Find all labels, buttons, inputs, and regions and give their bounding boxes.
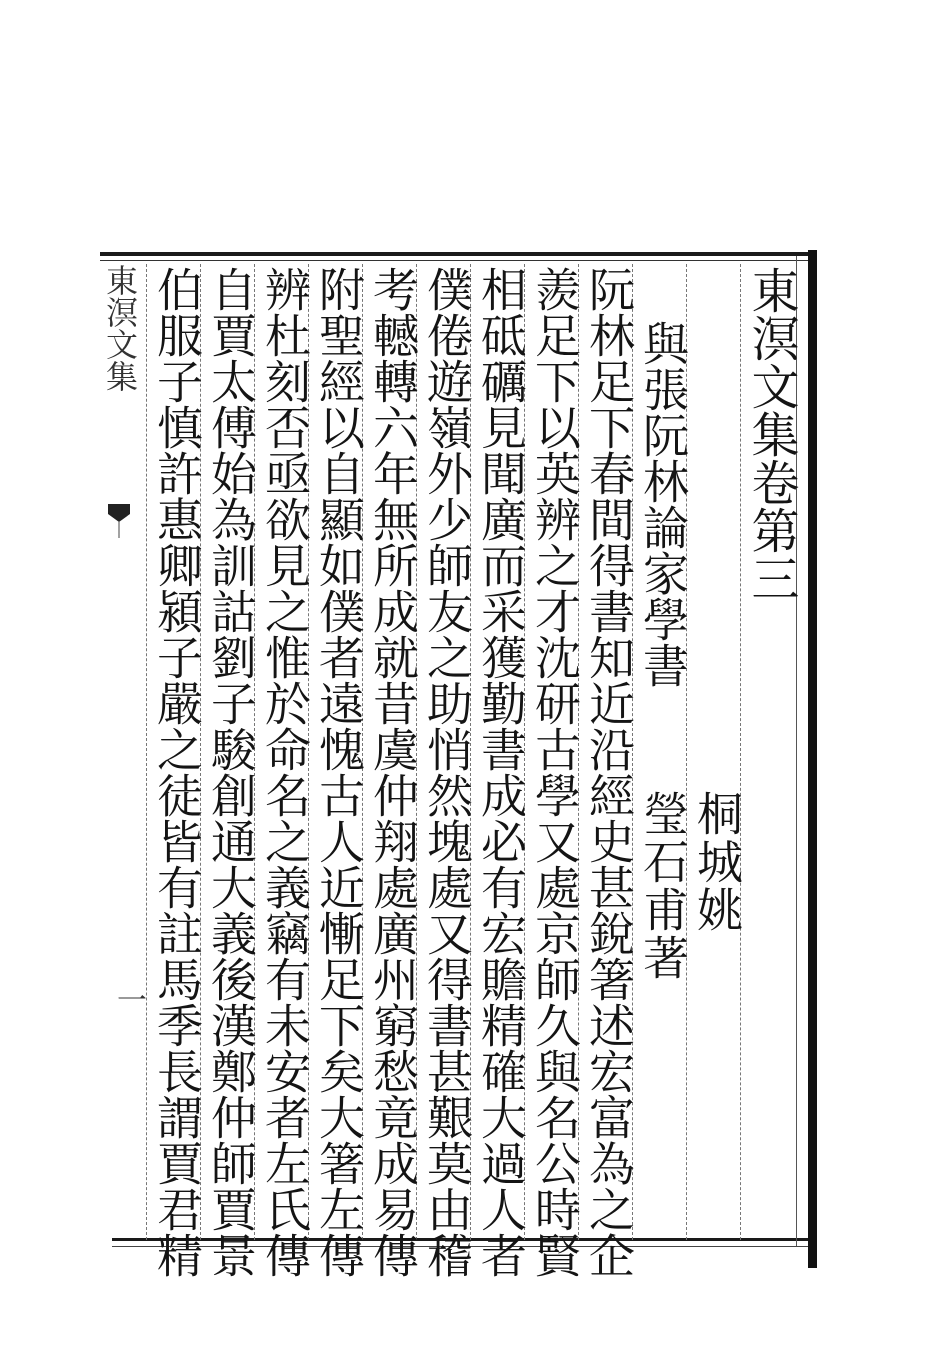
- page-number: 一: [111, 984, 146, 1014]
- body-column: 自賈太傅始為訓詁劉子駿創通大義後漢鄭仲師賈景: [204, 266, 258, 1278]
- top-rule: [100, 252, 812, 256]
- top-rule-thin: [100, 260, 812, 261]
- body-column: 辨杜刻否亟欲見之惟於命名之義竊有未安者左氏傳: [258, 266, 312, 1278]
- author-name: 瑩石甫著: [636, 790, 690, 982]
- fish-tail-mark-icon: [104, 500, 134, 540]
- column-divider: [740, 264, 741, 1240]
- author-line: [636, 790, 744, 982]
- body-column: 阮林足下春間得書知近沿經史甚銳箸述宏富為之企: [582, 266, 636, 1278]
- body-column: 考轗轉六年無所成就昔虞仲翔處廣州窮愁竟成易傳: [366, 266, 420, 1278]
- volume-title: 東溟文集卷第三: [743, 266, 799, 602]
- column-divider: [146, 264, 147, 1240]
- block-center-title: 東溟文集: [101, 264, 139, 392]
- body-column: 羨足下以英辨之才沈研古學又處京師久與名公時賢: [528, 266, 582, 1278]
- body-column: 伯服子慎許惠卿潁子嚴之徒皆有註馬季長謂賈君精: [150, 266, 204, 1278]
- body-column: 僕倦遊嶺外少師友之助悄然塊處又得書甚艱莫由稽: [420, 266, 474, 1278]
- right-border: [808, 250, 817, 1268]
- body-column: 相砥礪見聞廣而采獲勤書成必有宏贍精確大過人者: [474, 266, 528, 1278]
- author-place: 桐城姚: [690, 790, 744, 934]
- essay-heading: 與張阮林論家學書: [636, 320, 690, 688]
- body-column: 附聖經以自顯如僕者遠愧古人近慚足下矣大箸左傳: [312, 266, 366, 1278]
